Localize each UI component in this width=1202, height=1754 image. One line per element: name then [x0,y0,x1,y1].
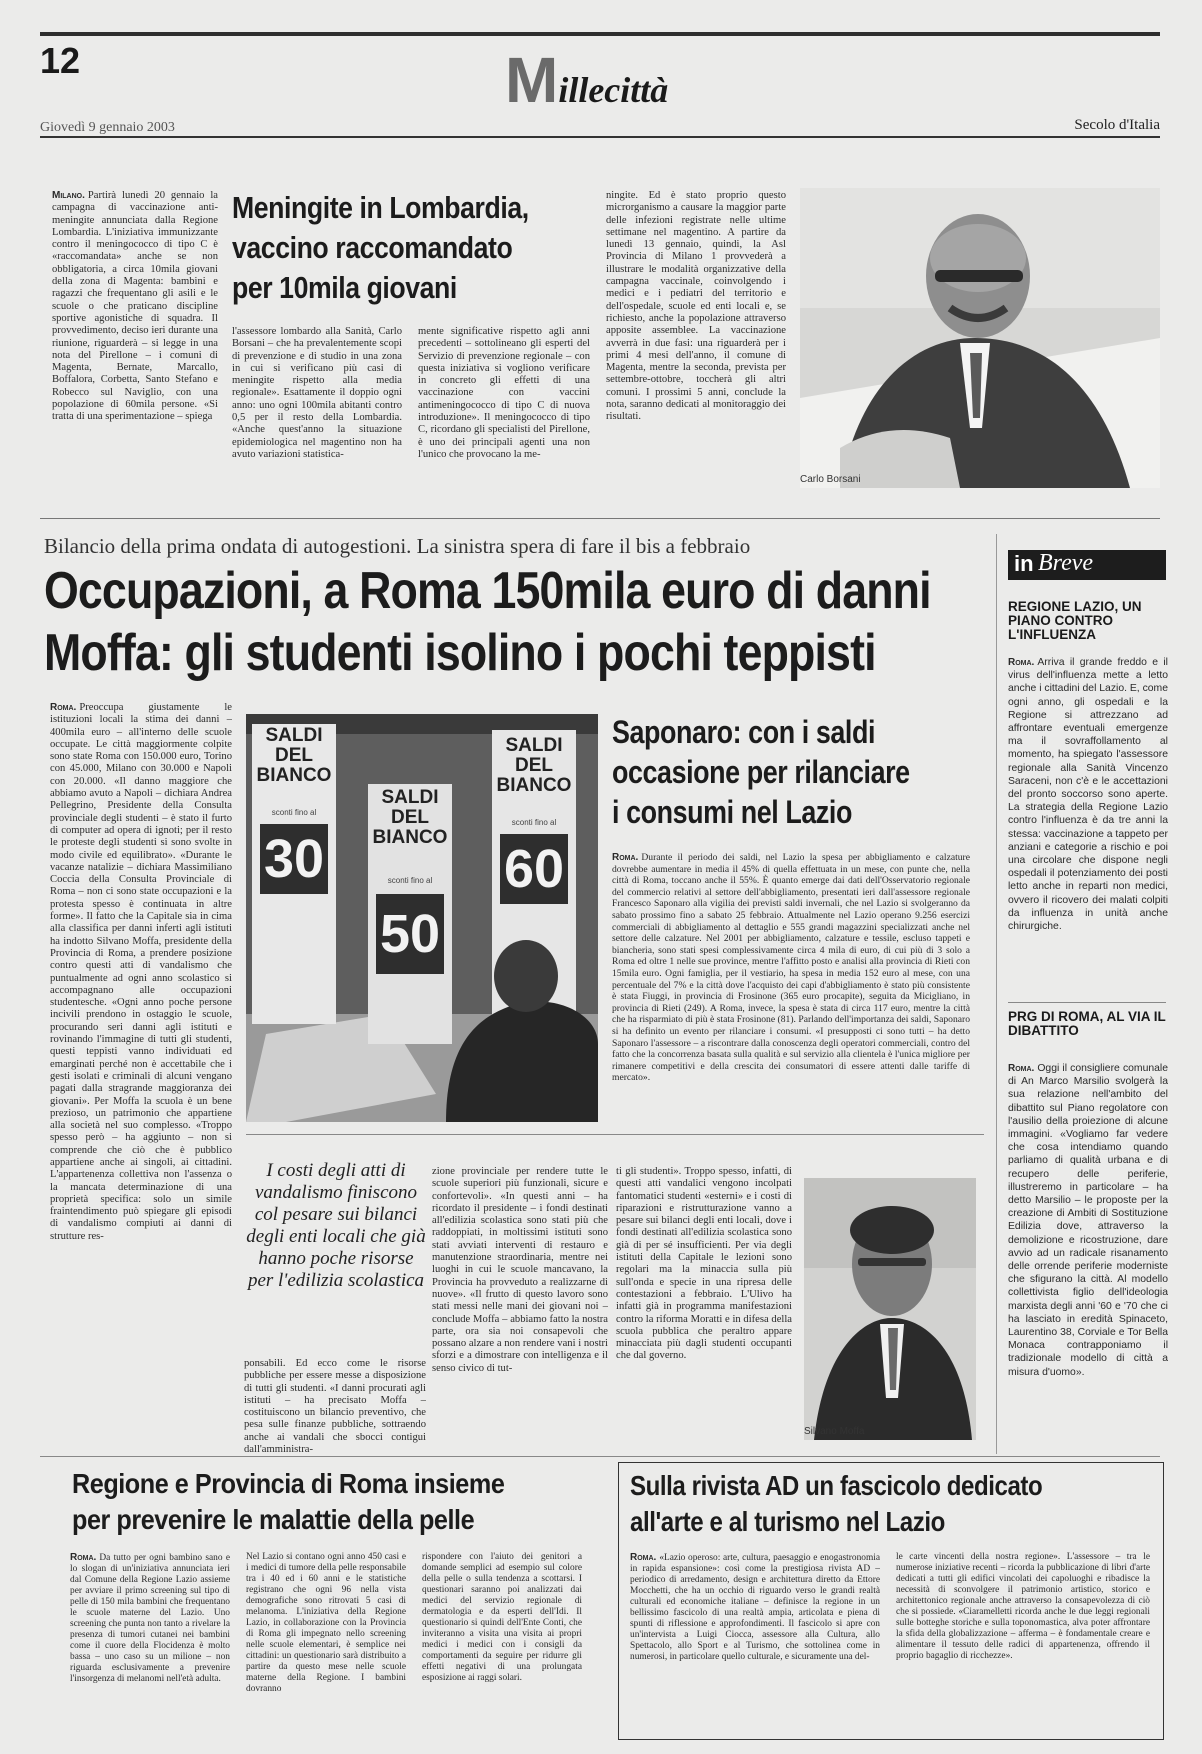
article5-headline [630,1468,1150,1548]
inbreve-logo [1008,550,1166,580]
article3-lead: Roma. [612,852,639,863]
inbreve-item-2-lead: Roma. [1008,1063,1035,1074]
article4-headline-line2: per prevenire le malattie della pelle [72,1504,475,1535]
saldi-sign-2-value: 50 [379,904,441,964]
inbreve-item-1-body [1008,656,1168,986]
article3-body-text: Durante il periodo dei saldi, nel Lazio la spesa per abbigliamento e calzature dovrebbe aumentare in media il 45% di quella effettuata in un mese, con punte che, nella città di Roma, toccano anche il 55%. È quanto emerge dai dati dell'Osservatorio regionale del commercio relativi al settore dell'abbigliamento, presentati ieri dall'assessore regionale Francesco Saponaro alla vigilia dei previsti saldi invernali, che nel Lazio si svolgeranno da sabato prossimo fino a sabato 25 febbraio. Attualmente nel Lazio operano 9.256 esercizi commerciali di abbigliamento al dettaglio e 555 grandi magazzini specializzati anche nel settore delle calzature. Nel 2001 per abbigliamento, calzature e tessile, escluso tappeti e biancheria, sono stati spesi complessivamente circa 4 mila di euro, di cui più di 3 solo a Roma ed oltre 1 nelle sue province, mentre l'affitto posto e analisi alla provincia di Rieti con 15mila euro. Ogni famiglia, per il vestiario, ha spesa in media 152 euro al mese, con una percentuale del 7% e la città dove l'acquisto dei capi d'abbigliamento è stato più consistente è stata Fiuggi, in provincia di Frosinone (365 euro procapite), seguita da Micigliano, in provincia di Rieti (249). A Roma, invece, la spesa è stata di circa 117 euro, mentre la città che ha risparmiato di più è stata Frosinone (81). Parlando dell'importanza dei saldi, Saponaro si ha definito un evento per rilanciare i consumi. «I presupposti ci sono tutti – ha detto Saponaro l'assessore – a riscontrare dalla conoscenza degli operatori commerciali, contro del fatto che la concorrenza basata sulla qualità e sul servizio alla clientela è l'unica migliore per rimanere competitivi e della crescita dei consumatori di essere attenti dalle tariffe di mercato». [612,852,970,1084]
section-title-rest: illecittà [558,70,669,110]
inbreve-logo-breve: Breve [1038,550,1094,576]
article1-col1-text: Partirà lunedì 20 gennaio la campagna di vaccinazione anti-meningite annunciata dalla Regione Lombardia. L'iniziativa immunizzante contro il meningococco di tipo C è «raccomandata» anche se non obbligatoria, a circa 10mila giovani della zona di Magenta: bambini e ragazzi che frequentano gli asili e le scuole o che praticano discipline sportive agonistiche di squadra. Il provvedimento, deciso ieri durante una riunione, riguarderà – si legge in una nota del Pirellone – i comuni di Magenta, Bernate, Marcallo, Boffalora, Corbetta, Santo Stefano e Robecco sul Naviglio, con una popolazione di 60mila persone. «Si tratta di una sperimentazione – spiega [52,190,218,423]
article1-lead: Milano. [52,190,85,201]
article5-lead: Roma. [630,1552,657,1563]
section-divider-2 [40,1456,1160,1457]
article2-headline [44,560,984,690]
inbreve-item-1-text: Arriva il grande freddo e il virus dell'influenza mette a letto anche i cittadini del Lazio. E, come ogni anno, gli ospedali e la Regione si attrezzano ad affrontare eventuali emergenze ma il sovraffollamento al momento, ha spiegato l'assessore regionale alla Sanità Vincenzo Saraceni, non c'è e le accettazioni del pronto soccorso sono aperte. La strategia della Regione Lazio contro l'influenza è da tre anni la stessa: vaccinazione a tappeto per anziani e categorie a rischio e poi una circolare che dispone negli ospedali il potenziamento dei posti letto anche in reparti non medici, ovvero il ricovero dei malati colpiti da influenza in unità anche chirurgiche. [1008,657,1168,933]
issue-date: Giovedì 9 gennaio 2003 [40,120,175,135]
article2-kicker: Bilancio della prima ondata di autogestioni. La sinistra spera di fare il bis a febbraio [44,534,751,558]
inbreve-separator [1008,1002,1166,1003]
article1-col4: ningite. Ed è stato proprio questo microrganismo a causare la maggior parte delle infezioni registrate nelle ultime settimane nel magentino. A partire da lunedì 13 gennaio, quindi, la Asl Provincia di Milano 1 provvederà a illustrare le modalità organizzative della campagna vaccinale, coinvolgendo i medici e i pediatri del territorio e dell'ospedale, scuole ed enti locali e, se richiesto, anche la popolazione attraverso apposite assemblee. La vaccinazione avverrà in due fasi: una riguarderà per i primi 4 mesi dell'anno, il comune di Magenta, mentre la seconda, prevista per settembre-ottobre, toccherà gli altri comuni. I prossimi 5 anni, conclude la nota, saranno dedicati al monitoraggio dei risultati. [606,190,786,423]
article4-col2: Nel Lazio si contano ogni anno 450 casi e i medici di tumore della pelle responsabile tra i 40 ed i 60 anni e le statistiche registrano che ogni 96 nella vista demografiche sono ritrovati 5 casi di melanoma. L'iniziativa della Regione Lazio, in collaborazione con la Provincia di Roma gli impegnato nello screening nelle scuole elementari, è semplice nei cittadini: un questionario sarà distribuito a partire da questo mese nelle scuole materne della Regione. I bambini dovranno [246,1552,406,1694]
article3-headline [612,712,972,832]
saldi-sign-2-title: SALDI DEL BIANCO [372,787,448,848]
photo-silvano-moffa-image [804,1178,976,1440]
masthead-bottom-rule [40,136,1160,138]
article2-lead: Roma. [50,702,77,713]
article1-col1 [52,190,218,496]
section-title-initial: M [505,44,559,116]
inbreve-item-1-lead: Roma. [1008,657,1035,668]
photo-carlo-borsani-caption: Carlo Borsani [800,474,861,485]
article5-col2: le carte vincenti della nostra regione». L'assessore – tra le numerose iniziative recenti – ricorda la pubblicazione di libri d'arte dedicati a tutti gli edifici vincolati dei capoluoghi e ribadisce la necessità di sconvolgere il patrimonio artistico, storico e architettonico regionale anche attraverso la consapevolezza di ciò che si possiede. «Ciaramelletti ricorda anche le due leggi regionali sulle botteghe storiche e sulla toponomastica, alva poter affrontare la sfida della globalizzazione – afferma – è fondamentale creare e alimentare il tessuto delle radici di appartenenza, offrendo il proprio bagaglio di ricchezze». [896,1552,1150,1661]
photo-saldi-shop [246,714,598,1122]
article4-col3: rispondere con l'aiuto dei genitori a domande semplici ad esempio sul colore della pelle o sulla tendenza a scottarsi. I questionari saranno poi analizzati dai medici del servizio regionale di dermatologia e da esperti dell'Idi. Il questionario si quindi dell'Ente Conti, che inviteranno a visita una visita ai propri medici i medici con i consigli da comportamenti da seguire per ridurre gli effetti negativi di una prolungata esposizione ai raggi solari. [422,1552,582,1683]
article5-headline-line2: all'arte e al turismo nel Lazio [630,1506,945,1537]
masthead-top-rule [40,32,1160,36]
photo-silvano-moffa [804,1178,976,1440]
article1-headline-line2: vaccino raccomandato [232,230,513,265]
article2-col3: zione provinciale per rendere tutte le scuole superiori più funzionali, sicure e confortevoli». «In questi anni – ha ricordato il presidente – i fondi destinati all'edilizia scolastica sono stati più che raddoppiati, in moltissimi istituti sono stati avviati interventi di restauro e manutenzione straordinaria, mentre nei luoghi in cui le scuole mancavano, la Provincia ha provveduto a realizzarne di nuove». «Il frutto di questo lavoro sono stati messi nelle mani dei giovani noi – conclude Moffa – abbiamo fatto la nostra parte, ora sia noi consapevoli che possano alzare a non rendere vani i nostri sforzi e a dimostrare con intelligenza e il senso civico di tut- [432,1166,608,1374]
article2-headline-line1: Occupazioni, a Roma 150mila euro di danni [44,562,931,620]
newspaper-name: Secolo d'Italia [1074,117,1160,133]
article2-headline-line2: Moffa: gli studenti isolino i pochi teppisti [44,624,876,682]
saldi-sign-1-sub: sconti fino al [271,808,317,817]
photo-carlo-borsani-image [800,188,1160,488]
section-title [505,44,669,116]
article4-col1 [70,1552,230,1740]
photo-carlo-borsani [800,188,1160,488]
saldi-sign-3-title: SALDI DEL BIANCO [496,735,572,796]
inbreve-item-2-title: PRG DI ROMA, AL VIA IL DIBATTITO [1008,1009,1166,1038]
saldi-sign-2-sub: sconti fino al [387,876,433,885]
article1-headline [232,188,590,318]
article4-lead: Roma. [70,1552,97,1563]
article2-col1 [50,702,232,1492]
article2-pull-quote: I costi degli atti di vandalismo finiscono col pesare sui bilanci degli enti locali che già hanno poche risorse per l'edilizia scolastica [246,1160,426,1291]
inbreve-item-2-text: Oggi il consigliere comunale di An Marco Marsilio svolgerà la sua relazione nell'ambito del dibattito sul Piano regolatore con l'ausilio della proiezione di alcune immagini. «Vogliamo far vedere che cosa intendiamo quando parliamo di qualità urbana e di recupero delle periferie, illustreremo in particolare – ha detto Marsilio – le proposte per la creazione di Ambiti di Sostituzione Edilizia dove, attraverso la demolizione e ricostruzione, dare avvio ad un radicale risanamento delle orrende periferie moderniste che sfigurano la città. Al modello collettivista figlio dell'ideologia marxista degli anni '60 e '70 che ci ha lasciato in eredità Spinaceto, Laurentino 38, Corviale e Tor Bella Monaca contrapponiamo il tradizionale modello di città a misura d'uomo». [1008,1063,1168,1378]
article1-col2: l'assessore lombardo alla Sanità, Carlo Borsani – che ha prevalentemente scopi di prevenzione e di studio in una zona in cui si verificano più casi di meningite rispetto alla media regionale». Esattamente il doppio ogni anno: uno ogni 100mila abitanti contro 0,5 per il resto della Lombardia. «Anche quest'anno la situazione epidemiologica nel magentino non ha avuto variazioni statistica- [232,326,402,460]
article2-col4: ti gli studenti». Troppo spesso, infatti, di questi atti vandalici vengono incolpati fantomatici studenti «esterni» e i costi di riparazioni e ristrutturazione vanno a pesare sui bilanci degli enti locali, dove i fondi destinati all'edilizia scolastica sono già di per sé insufficienti. Per via degli istituti della Capitale le lezioni sono regolari ma la minaccia sulla più sull'onda e specie in una ripresa delle contestazioni a febbraio. L'Ulivo ha infatti già in programma manifestazioni contro la riforma Moratti e in difesa della scuola pubblica che peraltro appare minacciata più dagli studenti occupanti che dal governo. [616,1166,792,1362]
article1-headline-line1: Meningite in Lombardia, [232,190,529,225]
article5-col1-text: «Lazio operoso: arte, cultura, paesaggio e enogastronomia in rapida espansione»: così come la prestigiosa rivista AD – periodico di arredamento, design e architettura diretto da Ettore Mocchetti, che ha un occhio di riguardo verso le grandi realtà culturali ed economiche italiane – definisce la regione in un bellissimo fascicolo di una realtà ampia, articolata e piena di spunti di riflessione e approfondimenti. Il fascicolo si apre con un'intervista a Luigi Ciocca, assessore alla Cultura, allo Spettacolo, allo Sport e al Turismo, che sottolinea come in numerosi, in particolare quello culturale, e sicuramente una del- [630,1553,880,1662]
saldi-sign-1-title: SALDI DEL BIANCO [256,725,332,786]
article4-col1-text: Da tutto per ogni bambino sano e lo slogan di un'iniziativa annunciata ieri dal Comune della Regione Lazio assieme per avviare il primo screening sul tipo di pelle di 150 mila bambini che frequentano le scuole materne del Lazio. Uno screening che punta non tanto a rivelare la presenza di tumori cutanei nei bambini come il cuore della Flocidenza è molto bassa – uno caso su un milione – non riguarda esclusivamente a prevenire l'insorgenza di melanomi nell'età adulta. [70,1553,230,1684]
article4-headline [72,1466,592,1546]
article4-headline-line1: Regione e Provincia di Roma insieme [72,1468,505,1499]
article2-inner-rule [246,1134,984,1135]
page-number: 12 [40,40,81,81]
sidebar-divider [996,534,997,1454]
article5-headline-line1: Sulla rivista AD un fascicolo dedicato [630,1470,1043,1501]
article2-col2b: ponsabili. Ed ecco come le risorse pubbliche per essere messe a disposizione di tutti gli studenti. «I danni procurati agli istituti – ha precisato Moffa – costituiscono un bilancio preventivo, che pesa sulle finanze pubbliche, sottraendo anche ai vandali che sbocci contigui dall'amministra- [244,1358,426,1456]
article3-headline-line1: Saponaro: con i saldi [612,714,876,750]
article3-headline-line2: occasione per rilanciare [612,754,910,790]
article2-col1-text: Preoccupa giustamente le istituzioni locali la stima dei danni – 400mila euro – all'interno delle scuole occupate. Le città maggiormente colpite sono state Roma con 150.000 euro, Torino con 45.000, Milano con 30.000 e Napoli con 20.000. «Il danno maggiore che abbiamo avuto a Napoli – dichiara Andrea Pellegrino, Presidente della Consulta provinciale degli studenti – è stato il furto di computer ad opera di ignoti; per il resto le proteste degli studenti si sono svolte in modo civile ed equilibrato». «Durante le vacanze natalizie – dichiara Massimiliano Coccia della Consulta Provinciale di Roma – non ci sono state occupazioni e la protesta spesso è continuata in altre forme». Il fatto che la Capitale sia in cima alla classifica per danni inferti agli istituti ha indotto Silvano Moffa, presidente della Provincia di Roma, a prendere posizione contro questi atti di vandalismo che puntualmente ad ogni anno scolastico si accompagnano alle occupazioni studentesche. «Ogni anno poche persone incivili prendono in ostaggio le scuole, procurando seri danni agli istituti e rovinando l'immagine di tutti gli studenti, questi teppisti vanno individuati ed emarginati perché non è accettabile che i gesti isolati e criminali di alcuni vengano pagati dalla stragrande maggioranza dei giovani». Per Moffa la scuola è un bene prezioso, un patrimonio che appartiene alla società nel suo complesso. «Troppo spesso però – ha aggiunto – non si comprende che ciò che è pubblico appartiene anche ai singoli, ai cittadini. L'appartenenza collettiva non l'assenza o la mancata determinazione di una proprietà specifica: solo un simile fraintendimento può spiegare gli episodi di vandalismo compiuti ai danni di strutture res- [50,702,232,1242]
article5-col1 [630,1552,880,1732]
saldi-sign-1-value: 30 [263,829,325,889]
photo-silvano-moffa-caption: Silvano Moffa [804,1426,865,1437]
inbreve-item-2-body [1008,1062,1168,1452]
saldi-sign-3-value: 60 [503,839,565,899]
section-divider-1 [40,518,1160,519]
article3-body [612,852,970,1122]
saldi-sign-3-sub: sconti fino al [511,818,557,827]
article1-headline-line3: per 10mila giovani [232,270,457,305]
inbreve-item-1-title: REGIONE LAZIO, UN PIANO CONTRO L'INFLUENZA [1008,599,1142,642]
article1-col3: mente significative rispetto agli anni precedenti – sottolineano gli esperti del Servizio di prevenzione regionale – con questa iniziativa si vogliono verificare in concreto gli effetti di una vaccinazione con vaccini antimeningococco di tipo C di nuova introduzione». Il meningococco di tipo C, ricordano gli specialisti del Pirellone, è uno dei principali agenti una non l'unico che provocano la me- [418,326,590,460]
inbreve-logo-in: in [1014,551,1034,576]
article3-headline-line3: i consumi nel Lazio [612,794,852,830]
